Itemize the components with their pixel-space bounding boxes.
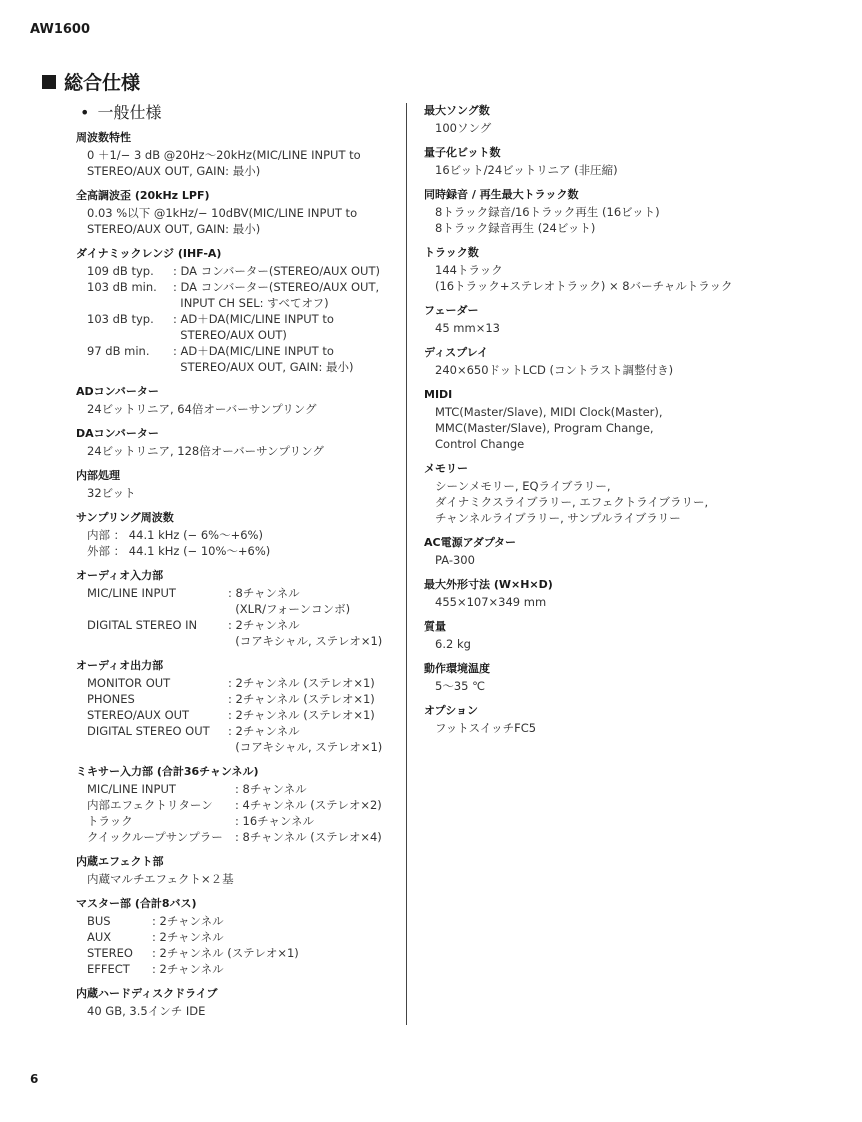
spec-line: 32ビット: [87, 486, 136, 500]
spec-row-label: DIGITAL STEREO OUT: [87, 724, 210, 738]
spec-body: [424, 404, 824, 452]
spec-title: ディスプレイ: [424, 346, 489, 359]
spec-row-label: PHONES: [87, 692, 135, 706]
spec-title: メモリー: [424, 462, 468, 475]
spec-row-value: : 16チャンネル: [235, 814, 314, 828]
spec-title: オプション: [424, 704, 479, 717]
spec-row-label: MONITOR OUT: [87, 676, 171, 690]
spec-row-label: 103 dB typ.: [87, 312, 154, 326]
spec-body: [424, 478, 824, 526]
spec-row-label: STEREO: [87, 946, 133, 960]
spec-row-value: : 2チャンネル: [152, 914, 224, 928]
spec-body: [424, 162, 824, 178]
spec-block: [424, 535, 824, 568]
spec-row-label: MIC/LINE INPUT: [87, 586, 176, 600]
spec-row-value: : 2チャンネル (コアキシャル, ステレオ×1): [228, 724, 383, 754]
spec-body: [424, 262, 824, 294]
spec-body: [76, 781, 396, 845]
spec-body: [424, 120, 824, 136]
spec-line: 455×107×349 mm: [435, 595, 547, 609]
spec-row-label: トラック: [87, 814, 133, 828]
spec-block: [424, 661, 824, 694]
spec-line: 0.03 %以下 @1kHz/− 10dBV(MIC/LINE INPUT to: [87, 206, 358, 220]
spec-row-label: STEREO/AUX OUT: [87, 708, 190, 722]
spec-title: 全高調波歪 (20kHz LPF): [76, 189, 210, 202]
spec-block: [424, 387, 824, 452]
spec-block: [76, 854, 396, 887]
spec-row: [87, 311, 396, 343]
spec-title: 同時録音 / 再生最大トラック数: [424, 188, 579, 201]
spec-title: 量子化ビット数: [424, 146, 501, 159]
spec-block: [424, 303, 824, 336]
spec-block: [76, 188, 396, 237]
spec-row: [87, 585, 396, 617]
spec-body: [76, 147, 396, 179]
spec-row-value: : 2チャンネル (ステレオ×1): [228, 692, 375, 706]
spec-block: [76, 658, 396, 755]
spec-body: [76, 443, 396, 459]
spec-title: ミキサー入力部 (合計36チャンネル): [76, 765, 259, 778]
spec-title: オーディオ入力部: [76, 569, 164, 582]
spec-row: [87, 675, 396, 691]
spec-row-label: 内部エフェクトリターン: [87, 798, 213, 812]
spec-title: マスター部 (合計8バス): [76, 897, 197, 910]
spec-body: [76, 401, 396, 417]
spec-row-label: 109 dB typ.: [87, 264, 154, 278]
spec-row-value: : 2チャンネル (コアキシャル, ステレオ×1): [228, 618, 383, 648]
spec-block: [76, 426, 396, 459]
spec-title: オーディオ出力部: [76, 659, 164, 672]
spec-block: [424, 103, 824, 136]
spec-title: 最大ソング数: [424, 104, 490, 117]
spec-row: [87, 829, 396, 845]
spec-line: STEREO/AUX OUT, GAIN: 最小): [87, 222, 261, 236]
spec-block: [76, 130, 396, 179]
spec-body: [76, 485, 396, 501]
spec-title: フェーダー: [424, 304, 479, 317]
spec-row-label: MIC/LINE INPUT: [87, 782, 176, 796]
spec-row-label: クイックループサンプラー: [87, 830, 223, 844]
spec-row: [87, 723, 396, 755]
spec-line: 40 GB, 3.5インチ IDE: [87, 1004, 206, 1018]
spec-block: [424, 577, 824, 610]
spec-body: [76, 585, 396, 649]
spec-title: MIDI: [424, 388, 453, 401]
spec-line: 100ソング: [435, 121, 492, 135]
spec-block: [76, 568, 396, 649]
column-divider: [406, 103, 407, 1025]
spec-title: トラック数: [424, 246, 479, 259]
spec-body: [424, 594, 824, 610]
spec-line: 45 mm×13: [435, 321, 500, 335]
spec-row-value: : AD＋DA(MIC/LINE INPUT to STEREO/AUX OUT): [173, 312, 334, 342]
spec-body: [424, 636, 824, 652]
spec-block: [76, 384, 396, 417]
right-column: [424, 103, 824, 745]
spec-row-label: DIGITAL STEREO IN: [87, 618, 198, 632]
spec-body: [76, 205, 396, 237]
page-number: 6: [30, 1072, 39, 1086]
spec-line: 24ビットリニア, 64倍オーバーサンプリング: [87, 402, 317, 416]
spec-row: [87, 961, 396, 977]
spec-line: シーンメモリー, EQライブラリー,: [435, 479, 611, 493]
spec-title: DAコンバーター: [76, 427, 159, 440]
left-column: [76, 130, 396, 1028]
spec-line: 24ビットリニア, 128倍オーバーサンプリング: [87, 444, 324, 458]
spec-line: STEREO/AUX OUT, GAIN: 最小): [87, 164, 261, 178]
spec-row-value: : 8チャンネル (XLR/フォーンコンボ): [228, 586, 351, 616]
spec-row-value: : 2チャンネル (ステレオ×1): [152, 946, 299, 960]
spec-body: [76, 1003, 396, 1019]
spec-row: [87, 617, 396, 649]
spec-row-label: AUX: [87, 930, 112, 944]
dot-bullet-icon: •: [80, 103, 90, 122]
spec-row: [87, 913, 396, 929]
spec-block: [424, 461, 824, 526]
spec-title: 内部処理: [76, 469, 120, 482]
spec-body: [424, 362, 824, 378]
spec-line: Control Change: [435, 437, 525, 451]
spec-row-value: : 8チャンネル (ステレオ×4): [235, 830, 382, 844]
spec-line: ダイナミクスライブラリー, エフェクトライブラリー,: [435, 495, 709, 509]
spec-line: PA-300: [435, 553, 475, 567]
spec-row: [87, 945, 396, 961]
spec-line: 8トラック録音再生 (24ビット): [435, 221, 596, 235]
spec-row-value: : 4チャンネル (ステレオ×2): [235, 798, 382, 812]
subsection-title-text: 一般仕様: [97, 103, 162, 122]
spec-line: 0 ＋1/− 3 dB @20Hz〜20kHz(MIC/LINE INPUT to: [87, 148, 361, 162]
spec-line: 外部 ： 44.1 kHz (− 10%〜+6%): [87, 544, 271, 558]
spec-body: [424, 320, 824, 336]
spec-row: [87, 263, 396, 279]
spec-line: 8トラック録音/16トラック再生 (16ビット): [435, 205, 660, 219]
spec-block: [76, 896, 396, 977]
spec-line: 内部 ： 44.1 kHz (− 6%〜+6%): [87, 528, 263, 542]
spec-row: [87, 813, 396, 829]
spec-line: 5〜35 ℃: [435, 679, 486, 693]
spec-title: ADコンバーター: [76, 385, 159, 398]
spec-block: [76, 510, 396, 559]
spec-block: [76, 986, 396, 1019]
spec-row: [87, 279, 396, 311]
spec-body: [424, 552, 824, 568]
spec-line: 144トラック: [435, 263, 503, 277]
square-bullet-icon: [42, 75, 56, 89]
spec-line: フットスイッチFC5: [435, 721, 537, 735]
spec-row-value: : 2チャンネル (ステレオ×1): [228, 676, 375, 690]
spec-block: [76, 764, 396, 845]
model-name: AW1600: [30, 22, 90, 37]
spec-line: 16ビット/24ビットリニア (非圧縮): [435, 163, 618, 177]
spec-title: 内蔵ハードディスクドライブ: [76, 987, 218, 1000]
spec-row: [87, 929, 396, 945]
spec-body: [76, 871, 396, 887]
spec-row: [87, 691, 396, 707]
spec-block: [76, 246, 396, 375]
spec-body: [76, 263, 396, 375]
spec-line: チャンネルライブラリー, サンプルライブラリー: [435, 511, 681, 525]
spec-row-value: : 8チャンネル: [235, 782, 307, 796]
spec-title: サンプリング周波数: [76, 511, 174, 524]
spec-row: [87, 707, 396, 723]
spec-title: 最大外形寸法 (W×H×D): [424, 578, 553, 591]
spec-block: [424, 619, 824, 652]
spec-title: AC電源アダプター: [424, 536, 517, 549]
spec-line: 内蔵マルチエフェクト×２基: [87, 872, 234, 886]
spec-title: 周波数特性: [76, 131, 131, 144]
spec-line: MTC(Master/Slave), MIDI Clock(Master),: [435, 405, 663, 419]
spec-row-value: : 2チャンネル: [152, 962, 224, 976]
spec-row-label: 97 dB min.: [87, 344, 150, 358]
spec-line: 240×650ドットLCD (コントラスト調整付き): [435, 363, 674, 377]
spec-row-label: BUS: [87, 914, 111, 928]
spec-title: 動作環境温度: [424, 662, 490, 675]
spec-body: [424, 720, 824, 736]
spec-row: [87, 797, 396, 813]
spec-row: [87, 781, 396, 797]
spec-line: MMC(Master/Slave), Program Change,: [435, 421, 654, 435]
spec-title: 質量: [424, 620, 446, 633]
spec-row-value: : AD＋DA(MIC/LINE INPUT to STEREO/AUX OUT, GAIN: 最小): [173, 344, 354, 374]
spec-row-label: EFFECT: [87, 962, 130, 976]
spec-body: [424, 678, 824, 694]
spec-body: [76, 675, 396, 755]
spec-line: 6.2 kg: [435, 637, 471, 651]
spec-row-label: 103 dB min.: [87, 280, 157, 294]
section-title: [42, 68, 140, 95]
spec-block: [424, 187, 824, 236]
spec-block: [424, 703, 824, 736]
spec-row-value: : DA コンバーター(STEREO/AUX OUT): [173, 264, 380, 278]
section-title-text: 総合仕様: [64, 72, 141, 94]
spec-block: [424, 245, 824, 294]
spec-row-value: : 2チャンネル: [152, 930, 224, 944]
spec-line: (16トラック+ステレオトラック) × 8バーチャルトラック: [435, 279, 733, 293]
spec-title: ダイナミックレンジ (IHF-A): [76, 247, 222, 260]
spec-block: [76, 468, 396, 501]
subsection-title: [80, 100, 161, 123]
spec-body: [76, 527, 396, 559]
spec-row-value: : DA コンバーター(STEREO/AUX OUT, INPUT CH SEL: すべてオフ): [173, 280, 380, 310]
spec-row-value: : 2チャンネル (ステレオ×1): [228, 708, 375, 722]
spec-body: [76, 913, 396, 977]
spec-title: 内蔵エフェクト部: [76, 855, 164, 868]
spec-block: [424, 145, 824, 178]
spec-body: [424, 204, 824, 236]
spec-block: [424, 345, 824, 378]
spec-row: [87, 343, 396, 375]
